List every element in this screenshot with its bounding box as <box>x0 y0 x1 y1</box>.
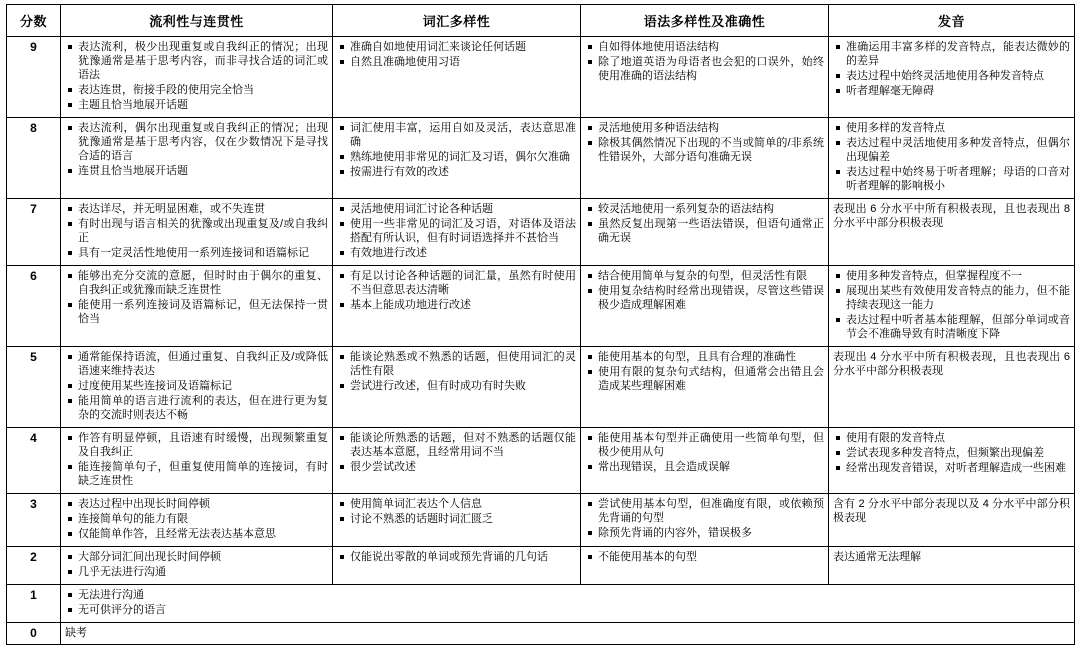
descriptor-item: 很少尝试改述 <box>349 460 576 474</box>
descriptor-item: 尝试进行改述，但有时成功有时失败 <box>349 379 576 393</box>
band-descriptor-grammar <box>581 547 829 585</box>
descriptor-item: 表达流利，偶尔出现重复或自我纠正的情况；出现犹豫通常是基于思考内容，仅在少数情况下是寻找合适的语言 <box>78 122 328 162</box>
descriptor-item: 使用一些非常见的词汇及习语，对语体及语法搭配有所认识，但有时词语选择并不甚恰当 <box>350 218 576 244</box>
band-descriptor-vocabulary <box>333 347 581 428</box>
band-score: 7 <box>7 199 61 266</box>
column-header-grammar: 语法多样性及准确性 <box>581 5 829 37</box>
band-descriptor-fluency <box>61 199 333 266</box>
descriptor-item: 表达过程中始终灵活地使用各种发音特点 <box>845 69 1070 83</box>
band-descriptor-fluency-list <box>65 550 328 579</box>
band-descriptor-pronunciation-list <box>833 121 1070 193</box>
band-descriptor-fluency-list <box>65 121 328 178</box>
descriptor-item: 基本上能成功地进行改述 <box>349 298 576 312</box>
descriptor-item: 能用简单的语言进行流利的表达，但在进行更为复杂的交流时则表达不畅 <box>78 395 328 421</box>
descriptor-item: 自然且准确地使用习语 <box>349 55 576 69</box>
table-body <box>7 37 1075 645</box>
band-descriptor-grammar-list <box>585 40 824 83</box>
band-descriptor-pronunciation <box>829 266 1075 347</box>
band-descriptor-pronunciation <box>829 118 1075 199</box>
table-row <box>7 428 1075 494</box>
descriptor-item: 表达流利，极少出现重复或自我纠正的情况；出现犹豫通常是基于思考内容，而非寻找合适的词汇或语法 <box>78 41 328 81</box>
band-descriptor-pronunciation <box>829 199 1075 266</box>
band-descriptor-vocabulary <box>333 199 581 266</box>
band-descriptor-vocabulary <box>333 118 581 199</box>
descriptor-item: 常出现错误，且会造成误解 <box>597 460 824 474</box>
descriptor-item: 能连接简单句子，但重复使用简单的连接词，有时缺乏连贯性 <box>78 461 328 487</box>
band-descriptor-vocabulary-list <box>337 269 576 312</box>
descriptor-item: 无可供评分的语言 <box>77 603 1070 617</box>
descriptor-item: 使用简单词汇表达个人信息 <box>349 497 576 511</box>
column-header-score: 分数 <box>7 5 61 37</box>
descriptor-item: 准确运用丰富多样的发音特点，能表达微妙的的差异 <box>846 41 1070 67</box>
descriptor-item: 表达详尽，并无明显困难，或不失连贯 <box>77 202 328 216</box>
band-descriptor-fluency-list <box>65 40 328 112</box>
band-descriptor-pronunciation <box>829 428 1075 494</box>
band-descriptor-vocabulary <box>333 547 581 585</box>
band-descriptor-vocabulary <box>333 428 581 494</box>
table-row <box>7 266 1075 347</box>
band-descriptor-grammar <box>581 347 829 428</box>
column-header-pronunciation: 发音 <box>829 5 1075 37</box>
header-row <box>7 5 1075 37</box>
descriptor-item: 表达连贯，衔接手段的使用完全恰当 <box>77 83 328 97</box>
descriptor-item: 表达过程中灵活地使用多种发音特点，但偶尔出现偏差 <box>846 137 1070 163</box>
descriptor-item: 听者理解毫无障碍 <box>845 84 1070 98</box>
descriptor-item: 表达过程中始终易于听者理解；母语的口音对听者理解的影响极小 <box>846 166 1070 192</box>
table-row <box>7 585 1075 623</box>
descriptor-item: 使用有限的发音特点 <box>845 431 1070 445</box>
band-descriptor-grammar <box>581 428 829 494</box>
descriptor-item: 结合使用简单与复杂的句型，但灵活性有限 <box>597 269 824 283</box>
band-score: 4 <box>7 428 61 494</box>
band-score: 2 <box>7 547 61 585</box>
band-descriptor-grammar <box>581 494 829 547</box>
band-score: 9 <box>7 37 61 118</box>
band-descriptor-grammar <box>581 37 829 118</box>
band-descriptor-grammar-list <box>585 350 824 393</box>
descriptor-item: 经常出现发音错误，对听者理解造成一些困难 <box>845 461 1070 475</box>
band-descriptor-vocabulary-list <box>337 202 576 260</box>
descriptor-item: 仅能简单作答，且经常无法表达基本意思 <box>77 527 328 541</box>
descriptor-item: 准确自如地使用词汇来谈论任何话题 <box>349 40 576 54</box>
descriptor-item: 能谈论熟悉或不熟悉的话题，但使用词汇的灵活性有限 <box>350 351 576 377</box>
band-descriptor-all-text: 缺考 <box>65 627 87 639</box>
descriptor-item: 按需进行有效的改述 <box>349 165 576 179</box>
descriptor-item: 无法进行沟通 <box>77 588 1070 602</box>
band-descriptor-vocabulary <box>333 494 581 547</box>
descriptor-item: 虽然反复出现第一些语法错误，但语句通常正确无误 <box>598 218 824 244</box>
descriptor-item: 展现出某些有效使用发音特点的能力，但不能持续表现这一能力 <box>846 285 1070 311</box>
descriptor-item: 连接简单句的能力有限 <box>77 512 328 526</box>
band-descriptor-fluency <box>61 118 333 199</box>
table-row <box>7 118 1075 199</box>
band-descriptor-fluency <box>61 347 333 428</box>
descriptor-item: 讨论不熟悉的话题时词汇匮乏 <box>349 512 576 526</box>
descriptor-item: 有足以讨论各种话题的词汇量，虽然有时使用不当但意思表达清晰 <box>350 270 576 296</box>
band-descriptor-grammar-list <box>585 497 824 540</box>
descriptor-item: 使用多样的发音特点 <box>845 121 1070 135</box>
band-descriptor-fluency-list <box>65 269 328 326</box>
band-descriptor-vocabulary <box>333 37 581 118</box>
band-descriptor-grammar <box>581 118 829 199</box>
column-header-vocabulary: 词汇多样性 <box>333 5 581 37</box>
band-descriptor-fluency <box>61 547 333 585</box>
band-descriptor-pronunciation-list <box>833 40 1070 98</box>
band-descriptor-fluency <box>61 428 333 494</box>
descriptor-item: 能够出充分交流的意愿，但时时由于偶尔的重复、自我纠正或犹豫而缺乏连贯性 <box>78 270 328 296</box>
descriptor-item: 仅能说出零散的单词或预先背诵的几句话 <box>349 550 576 564</box>
descriptor-item: 使用复杂结构时经常出现错误，尽管这些错误极少造成理解困难 <box>598 285 824 311</box>
descriptor-item: 大部分词汇间出现长时间停顿 <box>77 550 328 564</box>
descriptor-item: 除极其偶然情况下出现的不当或简单的/非系统性错误外，大部分语句准确无误 <box>598 137 824 163</box>
band-descriptor-grammar-list <box>585 550 824 564</box>
band-descriptor-grammar <box>581 266 829 347</box>
band-score: 0 <box>7 623 61 645</box>
descriptor-item: 有效地进行改述 <box>349 246 576 260</box>
table-row <box>7 494 1075 547</box>
band-descriptor-fluency-list <box>65 431 328 488</box>
descriptor-item: 灵活地使用词汇讨论各种话题 <box>349 202 576 216</box>
band-score: 1 <box>7 585 61 623</box>
band-descriptor-vocabulary-list <box>337 550 576 564</box>
band-score: 3 <box>7 494 61 547</box>
descriptor-item: 使用有限的复杂句式结构，但通常会出错且会造成某些理解困难 <box>598 366 824 392</box>
band-descriptor-vocabulary-list <box>337 121 576 179</box>
table-row <box>7 199 1075 266</box>
band-descriptor-fluency <box>61 266 333 347</box>
descriptor-item: 表达过程中听者基本能理解，但部分单词或音节会不准确导致有时清晰度下降 <box>846 314 1070 340</box>
descriptor-item: 熟练地使用非常见的词汇及习语，偶尔欠准确 <box>349 150 576 164</box>
descriptor-item: 尝试使用基本句型，但准确度有限，或依赖预先背诵的句型 <box>598 498 824 524</box>
band-descriptor-pronunciation-text: 表现出 6 分水平中所有积极表现，且也表现出 8 分水平中部分积极表现 <box>833 203 1070 229</box>
speaking-band-descriptors-table <box>6 4 1075 645</box>
band-descriptor-pronunciation <box>829 494 1075 547</box>
descriptor-item: 表达过程中出现长时间停顿 <box>77 497 328 511</box>
band-descriptor-fluency <box>61 37 333 118</box>
descriptor-item: 几乎无法进行沟通 <box>77 565 328 579</box>
descriptor-item: 能使用基本的句型，且具有合理的准确性 <box>597 350 824 364</box>
band-descriptor-grammar-list <box>585 431 824 474</box>
descriptor-item: 自如得体地使用语法结构 <box>597 40 824 54</box>
band-descriptor-fluency-list <box>65 202 328 260</box>
descriptor-item: 作答有明显停顿，且语速有时缓慢，出现频繁重复及自我纠正 <box>78 432 328 458</box>
table-row <box>7 623 1075 645</box>
band-descriptor-pronunciation <box>829 547 1075 585</box>
descriptor-item: 除了地道英语为母语者也会犯的口误外，始终使用准确的语法结构 <box>598 56 824 82</box>
band-descriptor-pronunciation <box>829 37 1075 118</box>
band-descriptor-vocabulary-list <box>337 40 576 69</box>
descriptor-item: 使用多种发音特点，但掌握程度不一 <box>845 269 1070 283</box>
band-score: 8 <box>7 118 61 199</box>
descriptor-item: 词汇使用丰富，运用自如及灵活，表达意思准确 <box>350 122 576 148</box>
band-descriptor-fluency <box>61 494 333 547</box>
descriptor-item: 能使用一系列连接词及语篇标记，但无法保持一贯恰当 <box>78 299 328 325</box>
table-row <box>7 37 1075 118</box>
table-row <box>7 547 1075 585</box>
table-row <box>7 347 1075 428</box>
descriptor-item: 有时出现与语言相关的犹豫或出现重复及/或自我纠正 <box>78 218 328 244</box>
band-descriptor-pronunciation-text: 表现出 4 分水平中所有积极表现，且也表现出 6 分水平中部分积极表现 <box>833 351 1070 377</box>
band-score: 5 <box>7 347 61 428</box>
descriptor-item: 灵活地使用多种语法结构 <box>597 121 824 135</box>
table-header <box>7 5 1075 37</box>
descriptor-item: 能使用基本句型并正确使用一些简单句型，但极少使用从句 <box>598 432 824 458</box>
band-descriptor-grammar-list <box>585 269 824 312</box>
band-descriptor-all <box>61 623 1075 645</box>
descriptor-item: 不能使用基本的句型 <box>597 550 824 564</box>
band-descriptor-all-list <box>65 588 1070 617</box>
band-descriptor-vocabulary-list <box>337 497 576 526</box>
descriptor-item: 过度使用某些连接词及语篇标记 <box>77 379 328 393</box>
descriptor-item: 通常能保持语流，但通过重复、自我纠正及/或降低语速来维持表达 <box>78 351 328 377</box>
descriptor-item: 能谈论所熟悉的话题，但对不熟悉的话题仅能表达基本意愿，且经常用词不当 <box>350 432 576 458</box>
descriptor-item: 除预先背诵的内容外，错误极多 <box>597 526 824 540</box>
band-descriptor-pronunciation-text: 含有 2 分水平中部分表现以及 4 分水平中部分积极表现 <box>833 498 1070 524</box>
band-descriptor-pronunciation-text: 表达通常无法理解 <box>833 551 921 563</box>
band-descriptor-vocabulary <box>333 266 581 347</box>
band-descriptor-pronunciation-list <box>833 431 1070 475</box>
band-descriptor-pronunciation-list <box>833 269 1070 341</box>
band-descriptor-fluency-list <box>65 497 328 541</box>
descriptor-item: 主题且恰当地展开话题 <box>77 98 328 112</box>
band-descriptor-all <box>61 585 1075 623</box>
band-descriptor-grammar-list <box>585 202 824 245</box>
column-header-fluency: 流利性与连贯性 <box>61 5 333 37</box>
descriptor-item: 具有一定灵活性地使用一系列连接词和语篇标记 <box>77 246 328 260</box>
descriptor-item: 尝试表现多种发音特点，但频繁出现偏差 <box>845 446 1070 460</box>
descriptor-item: 连贯且恰当地展开话题 <box>77 164 328 178</box>
band-descriptor-fluency-list <box>65 350 328 422</box>
band-score: 6 <box>7 266 61 347</box>
band-descriptor-vocabulary-list <box>337 431 576 474</box>
descriptor-item: 较灵活地使用一系列复杂的语法结构 <box>597 202 824 216</box>
band-descriptor-vocabulary-list <box>337 350 576 393</box>
band-descriptor-grammar <box>581 199 829 266</box>
band-descriptor-grammar-list <box>585 121 824 164</box>
band-descriptor-pronunciation <box>829 347 1075 428</box>
